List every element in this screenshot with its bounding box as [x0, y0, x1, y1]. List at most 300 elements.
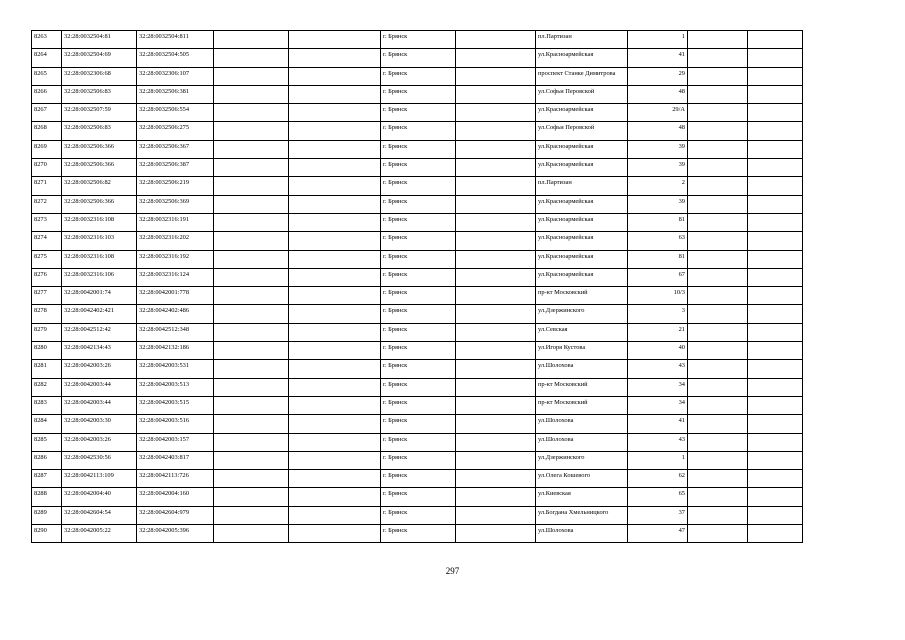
table-row [32, 122, 803, 140]
empty-cell [214, 451, 289, 469]
building-cadastral-number-cell: 32:28:0042003:157 [137, 433, 214, 451]
table-row [32, 360, 803, 378]
table-row [32, 140, 803, 158]
house-number-cell: 63 [628, 232, 688, 250]
street-cell: ул.Красноармейская [536, 268, 628, 286]
table-row [32, 159, 803, 177]
empty-cell [748, 470, 803, 488]
empty-cell [688, 232, 748, 250]
row-number-cell: 8277 [32, 287, 62, 305]
building-cadastral-number-cell: 32:28:0042001:778 [137, 287, 214, 305]
house-number-cell: 48 [628, 85, 688, 103]
cadastral-number-cell: 32:28:0042003:44 [62, 378, 137, 396]
table-row [32, 342, 803, 360]
empty-cell [456, 342, 536, 360]
empty-cell [456, 122, 536, 140]
empty-cell [748, 378, 803, 396]
table-row [32, 396, 803, 414]
row-number-cell: 8278 [32, 305, 62, 323]
building-cadastral-number-cell: 32:28:0032316:124 [137, 268, 214, 286]
building-cadastral-number-cell: 32:28:0032506:219 [137, 177, 214, 195]
table-row [32, 305, 803, 323]
row-number-cell: 8290 [32, 525, 62, 543]
empty-cell [289, 213, 381, 231]
building-cadastral-number-cell: 32:28:0032506:369 [137, 195, 214, 213]
row-number-cell: 8264 [32, 49, 62, 67]
building-cadastral-number-cell: 32:28:0042402:486 [137, 305, 214, 323]
row-number-cell: 8267 [32, 104, 62, 122]
cadastral-number-cell: 32:28:0032316:108 [62, 250, 137, 268]
building-cadastral-number-cell: 32:28:0042113:726 [137, 470, 214, 488]
empty-cell [688, 342, 748, 360]
house-number-cell: 37 [628, 506, 688, 524]
street-cell: ул.Софьи Перовской [536, 85, 628, 103]
table-row [32, 470, 803, 488]
empty-cell [748, 433, 803, 451]
empty-cell [748, 177, 803, 195]
cadastral-number-cell: 32:28:0042113:109 [62, 470, 137, 488]
empty-cell [688, 31, 748, 49]
table-row [32, 415, 803, 433]
street-cell: проспект Станке Димитрова [536, 67, 628, 85]
empty-cell [748, 451, 803, 469]
building-cadastral-number-cell: 32:28:0042005:396 [137, 525, 214, 543]
empty-cell [748, 67, 803, 85]
building-cadastral-number-cell: 32:28:0032506:367 [137, 140, 214, 158]
empty-cell [688, 287, 748, 305]
row-number-cell: 8263 [32, 31, 62, 49]
empty-cell [456, 323, 536, 341]
street-cell: ул.Богдана Хмельницкого [536, 506, 628, 524]
table-row [32, 232, 803, 250]
city-cell: г. Брянск [381, 195, 456, 213]
house-number-cell: 65 [628, 488, 688, 506]
empty-cell [748, 85, 803, 103]
table-row [32, 268, 803, 286]
cadastral-number-cell: 32:28:0042402:421 [62, 305, 137, 323]
city-cell: г. Брянск [381, 360, 456, 378]
city-cell: г. Брянск [381, 433, 456, 451]
empty-cell [214, 488, 289, 506]
table-row [32, 378, 803, 396]
registry-body [32, 31, 803, 543]
empty-cell [289, 195, 381, 213]
empty-cell [214, 159, 289, 177]
building-cadastral-number-cell: 32:28:0032316:191 [137, 213, 214, 231]
empty-cell [456, 488, 536, 506]
empty-cell [289, 67, 381, 85]
street-cell: ул.Красноармейская [536, 195, 628, 213]
row-number-cell: 8276 [32, 268, 62, 286]
empty-cell [688, 159, 748, 177]
table-row [32, 213, 803, 231]
empty-cell [456, 451, 536, 469]
empty-cell [289, 140, 381, 158]
house-number-cell: 81 [628, 250, 688, 268]
row-number-cell: 8268 [32, 122, 62, 140]
empty-cell [688, 415, 748, 433]
cadastral-number-cell: 32:28:0042003:30 [62, 415, 137, 433]
row-number-cell: 8275 [32, 250, 62, 268]
empty-cell [456, 287, 536, 305]
city-cell: г. Брянск [381, 122, 456, 140]
empty-cell [748, 159, 803, 177]
empty-cell [688, 470, 748, 488]
empty-cell [289, 433, 381, 451]
table-row [32, 525, 803, 543]
empty-cell [289, 104, 381, 122]
empty-cell [289, 268, 381, 286]
empty-cell [214, 396, 289, 414]
empty-cell [456, 104, 536, 122]
row-number-cell: 8274 [32, 232, 62, 250]
street-cell: ул.Игоря Кустова [536, 342, 628, 360]
empty-cell [214, 85, 289, 103]
house-number-cell: 43 [628, 433, 688, 451]
row-number-cell: 8284 [32, 415, 62, 433]
cadastral-number-cell: 32:28:0042001:74 [62, 287, 137, 305]
street-cell: ул.Дзержинского [536, 305, 628, 323]
street-cell: ул.Шолохова [536, 360, 628, 378]
row-number-cell: 8266 [32, 85, 62, 103]
empty-cell [688, 525, 748, 543]
house-number-cell: 62 [628, 470, 688, 488]
empty-cell [688, 488, 748, 506]
street-cell: пр-кт Московский [536, 287, 628, 305]
row-number-cell: 8288 [32, 488, 62, 506]
city-cell: г. Брянск [381, 506, 456, 524]
empty-cell [688, 140, 748, 158]
empty-cell [688, 268, 748, 286]
empty-cell [289, 451, 381, 469]
row-number-cell: 8280 [32, 342, 62, 360]
building-cadastral-number-cell: 32:28:0042003:531 [137, 360, 214, 378]
street-cell: ул.Красноармейская [536, 49, 628, 67]
city-cell: г. Брянск [381, 250, 456, 268]
empty-cell [688, 378, 748, 396]
empty-cell [456, 31, 536, 49]
cadastral-number-cell: 32:28:0042003:26 [62, 360, 137, 378]
street-cell: ул.Олега Кошевого [536, 470, 628, 488]
street-cell: пл.Партизан [536, 177, 628, 195]
table-row [32, 323, 803, 341]
row-number-cell: 8279 [32, 323, 62, 341]
building-cadastral-number-cell: 32:28:0032506:554 [137, 104, 214, 122]
cadastral-number-cell: 32:28:0042003:44 [62, 396, 137, 414]
empty-cell [688, 85, 748, 103]
table-row [32, 506, 803, 524]
street-cell: пр-кт Московский [536, 396, 628, 414]
empty-cell [456, 195, 536, 213]
empty-cell [214, 67, 289, 85]
building-cadastral-number-cell: 32:28:0032506:275 [137, 122, 214, 140]
street-cell: ул.Красноармейская [536, 250, 628, 268]
table-row [32, 85, 803, 103]
street-cell: ул.Красноармейская [536, 232, 628, 250]
house-number-cell: 41 [628, 415, 688, 433]
empty-cell [688, 360, 748, 378]
cadastral-number-cell: 32:28:0032306:68 [62, 67, 137, 85]
row-number-cell: 8289 [32, 506, 62, 524]
building-cadastral-number-cell: 32:28:0032306:107 [137, 67, 214, 85]
empty-cell [289, 305, 381, 323]
empty-cell [688, 122, 748, 140]
empty-cell [289, 287, 381, 305]
building-cadastral-number-cell: 32:28:0032316:192 [137, 250, 214, 268]
cadastral-number-cell: 32:28:0032506:83 [62, 122, 137, 140]
house-number-cell: 39 [628, 159, 688, 177]
house-number-cell: 1 [628, 451, 688, 469]
row-number-cell: 8265 [32, 67, 62, 85]
empty-cell [748, 140, 803, 158]
house-number-cell: 10/3 [628, 287, 688, 305]
house-number-cell: 40 [628, 342, 688, 360]
empty-cell [688, 195, 748, 213]
empty-cell [456, 268, 536, 286]
building-cadastral-number-cell: 32:28:0042132:186 [137, 342, 214, 360]
row-number-cell: 8270 [32, 159, 62, 177]
empty-cell [688, 177, 748, 195]
city-cell: г. Брянск [381, 31, 456, 49]
empty-cell [456, 415, 536, 433]
empty-cell [289, 122, 381, 140]
house-number-cell: 29 [628, 67, 688, 85]
street-cell: ул.Красноармейская [536, 104, 628, 122]
empty-cell [214, 49, 289, 67]
city-cell: г. Брянск [381, 268, 456, 286]
city-cell: г. Брянск [381, 140, 456, 158]
table-row [32, 177, 803, 195]
city-cell: г. Брянск [381, 451, 456, 469]
cadastral-number-cell: 32:28:0042134:43 [62, 342, 137, 360]
building-cadastral-number-cell: 32:28:0032316:202 [137, 232, 214, 250]
cadastral-number-cell: 32:28:0032506:366 [62, 140, 137, 158]
building-cadastral-number-cell: 32:28:0042003:515 [137, 396, 214, 414]
empty-cell [289, 506, 381, 524]
empty-cell [289, 378, 381, 396]
empty-cell [456, 213, 536, 231]
empty-cell [214, 525, 289, 543]
empty-cell [289, 159, 381, 177]
empty-cell [748, 488, 803, 506]
empty-cell [748, 506, 803, 524]
building-cadastral-number-cell: 32:28:0032504:505 [137, 49, 214, 67]
street-cell: ул.Шолохова [536, 415, 628, 433]
house-number-cell: 39 [628, 140, 688, 158]
cadastral-number-cell: 32:28:0042004:40 [62, 488, 137, 506]
building-cadastral-number-cell: 32:28:0032506:381 [137, 85, 214, 103]
empty-cell [456, 396, 536, 414]
cadastral-number-cell: 32:28:0042003:26 [62, 433, 137, 451]
row-number-cell: 8287 [32, 470, 62, 488]
table-row [32, 104, 803, 122]
cadastral-number-cell: 32:28:0032316:108 [62, 213, 137, 231]
street-cell: ул.Шолохова [536, 433, 628, 451]
empty-cell [289, 342, 381, 360]
cadastral-number-cell: 32:28:0032316:106 [62, 268, 137, 286]
cadastral-number-cell: 32:28:0032316:103 [62, 232, 137, 250]
empty-cell [214, 140, 289, 158]
empty-cell [289, 415, 381, 433]
empty-cell [214, 104, 289, 122]
cadastral-number-cell: 32:28:0042005:22 [62, 525, 137, 543]
table-row [32, 67, 803, 85]
street-cell: ул.Красноармейская [536, 159, 628, 177]
row-number-cell: 8269 [32, 140, 62, 158]
house-number-cell: 41 [628, 49, 688, 67]
empty-cell [456, 232, 536, 250]
empty-cell [748, 49, 803, 67]
empty-cell [688, 49, 748, 67]
empty-cell [748, 287, 803, 305]
empty-cell [456, 140, 536, 158]
city-cell: г. Брянск [381, 85, 456, 103]
empty-cell [748, 250, 803, 268]
empty-cell [214, 323, 289, 341]
page-number: 297 [445, 566, 460, 576]
building-cadastral-number-cell: 32:28:0042003:513 [137, 378, 214, 396]
empty-cell [688, 451, 748, 469]
empty-cell [748, 415, 803, 433]
house-number-cell: 39 [628, 195, 688, 213]
building-cadastral-number-cell: 32:28:0032504:811 [137, 31, 214, 49]
cadastral-number-cell: 32:28:0032507:59 [62, 104, 137, 122]
empty-cell [456, 159, 536, 177]
empty-cell [214, 177, 289, 195]
table-row [32, 250, 803, 268]
empty-cell [748, 31, 803, 49]
street-cell: ул.Дзержинского [536, 451, 628, 469]
empty-cell [289, 232, 381, 250]
empty-cell [214, 287, 289, 305]
table-row [32, 451, 803, 469]
empty-cell [214, 470, 289, 488]
building-cadastral-number-cell: 32:28:0042003:516 [137, 415, 214, 433]
house-number-cell: 67 [628, 268, 688, 286]
cadastral-number-cell: 32:28:0042530:56 [62, 451, 137, 469]
empty-cell [456, 506, 536, 524]
empty-cell [748, 323, 803, 341]
empty-cell [214, 31, 289, 49]
house-number-cell: 34 [628, 378, 688, 396]
empty-cell [289, 360, 381, 378]
empty-cell [688, 250, 748, 268]
table-row [32, 195, 803, 213]
building-cadastral-number-cell: 32:28:0042512:348 [137, 323, 214, 341]
empty-cell [289, 250, 381, 268]
empty-cell [214, 342, 289, 360]
empty-cell [748, 122, 803, 140]
city-cell: г. Брянск [381, 415, 456, 433]
house-number-cell: 47 [628, 525, 688, 543]
empty-cell [456, 525, 536, 543]
table-row [32, 49, 803, 67]
empty-cell [456, 250, 536, 268]
city-cell: г. Брянск [381, 159, 456, 177]
empty-cell [748, 232, 803, 250]
empty-cell [456, 470, 536, 488]
table-row [32, 433, 803, 451]
city-cell: г. Брянск [381, 287, 456, 305]
row-number-cell: 8272 [32, 195, 62, 213]
table-row [32, 287, 803, 305]
house-number-cell: 43 [628, 360, 688, 378]
house-number-cell: 81 [628, 213, 688, 231]
cadastral-number-cell: 32:28:0032506:82 [62, 177, 137, 195]
cadastral-number-cell: 32:28:0042512:42 [62, 323, 137, 341]
empty-cell [289, 488, 381, 506]
empty-cell [688, 104, 748, 122]
house-number-cell: 2 [628, 177, 688, 195]
empty-cell [456, 85, 536, 103]
building-cadastral-number-cell: 32:28:0042403:817 [137, 451, 214, 469]
empty-cell [289, 85, 381, 103]
registry-table [31, 30, 803, 543]
row-number-cell: 8282 [32, 378, 62, 396]
street-cell: ул.Киевская [536, 488, 628, 506]
empty-cell [456, 433, 536, 451]
empty-cell [214, 250, 289, 268]
empty-cell [688, 305, 748, 323]
empty-cell [748, 268, 803, 286]
row-number-cell: 8271 [32, 177, 62, 195]
house-number-cell: 29/А [628, 104, 688, 122]
empty-cell [214, 305, 289, 323]
street-cell: пр-кт Московский [536, 378, 628, 396]
empty-cell [289, 396, 381, 414]
empty-cell [688, 67, 748, 85]
city-cell: г. Брянск [381, 378, 456, 396]
house-number-cell: 3 [628, 305, 688, 323]
table-row [32, 31, 803, 49]
empty-cell [214, 122, 289, 140]
empty-cell [688, 323, 748, 341]
empty-cell [214, 433, 289, 451]
city-cell: г. Брянск [381, 396, 456, 414]
city-cell: г. Брянск [381, 232, 456, 250]
table-row [32, 488, 803, 506]
empty-cell [214, 232, 289, 250]
empty-cell [748, 305, 803, 323]
empty-cell [748, 396, 803, 414]
empty-cell [289, 323, 381, 341]
empty-cell [688, 213, 748, 231]
empty-cell [289, 470, 381, 488]
city-cell: г. Брянск [381, 305, 456, 323]
empty-cell [214, 195, 289, 213]
row-number-cell: 8281 [32, 360, 62, 378]
row-number-cell: 8283 [32, 396, 62, 414]
cadastral-number-cell: 32:28:0042604:54 [62, 506, 137, 524]
empty-cell [214, 378, 289, 396]
building-cadastral-number-cell: 32:28:0042604:979 [137, 506, 214, 524]
city-cell: г. Брянск [381, 49, 456, 67]
empty-cell [289, 177, 381, 195]
street-cell: ул.Софьи Перовской [536, 122, 628, 140]
empty-cell [748, 195, 803, 213]
empty-cell [748, 360, 803, 378]
city-cell: г. Брянск [381, 177, 456, 195]
street-cell: пл.Партизан [536, 31, 628, 49]
empty-cell [748, 525, 803, 543]
city-cell: г. Брянск [381, 67, 456, 85]
cadastral-number-cell: 32:28:0032504:69 [62, 49, 137, 67]
street-cell: ул.Шолохова [536, 525, 628, 543]
cadastral-number-cell: 32:28:0032506:366 [62, 195, 137, 213]
empty-cell [456, 378, 536, 396]
empty-cell [456, 177, 536, 195]
empty-cell [748, 342, 803, 360]
